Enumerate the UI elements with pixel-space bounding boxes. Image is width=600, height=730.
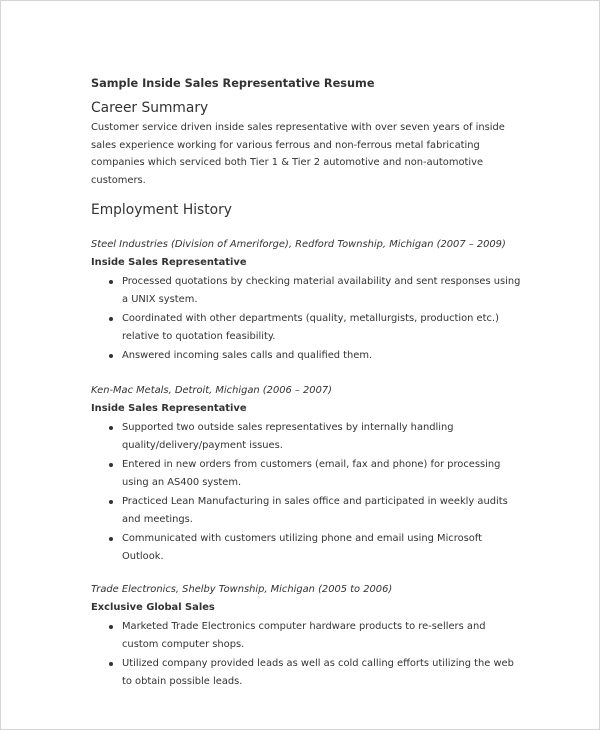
- job-bullet-list: [91, 419, 521, 566]
- job-title: Inside Sales Representative: [91, 402, 247, 414]
- job-bullet: [91, 618, 521, 654]
- bullet-icon: [109, 354, 113, 358]
- bullet-icon: [109, 280, 113, 284]
- job-bullet-text: Utilized company provided leads as well as cold calling efforts utilizing the web to obtain possible leads.: [122, 657, 514, 687]
- job-bullet-text: Communicated with customers utilizing phone and email using Microsoft Outlook.: [122, 532, 482, 562]
- job-bullet-list: [91, 273, 521, 365]
- job-bullet: [91, 273, 521, 309]
- job-entry: [91, 583, 521, 691]
- job-company: Ken-Mac Metals, Detroit, Michigan (2006 – 2007): [91, 384, 332, 396]
- job-title: Inside Sales Representative: [91, 256, 247, 268]
- job-bullet-text: Supported two outside sales representatives by internally handling quality/delivery/payment issues.: [122, 421, 454, 451]
- bullet-icon: [109, 662, 113, 666]
- bullet-icon: [109, 500, 113, 504]
- job-bullet: [91, 655, 521, 691]
- job-entry: [91, 384, 521, 566]
- employment-history-heading: Employment History: [91, 201, 232, 218]
- job-company: Steel Industries (Division of Ameriforge), Redford Township, Michigan (2007 – 2009): [91, 238, 506, 250]
- job-title: Exclusive Global Sales: [91, 601, 215, 613]
- resume-content: [91, 77, 521, 692]
- bullet-icon: [109, 317, 113, 321]
- job-bullet-text: Marketed Trade Electronics computer hardware products to re-sellers and custom computer shops.: [122, 620, 486, 650]
- job-entry: [91, 238, 521, 365]
- job-bullet: [91, 310, 521, 346]
- bullet-icon: [109, 463, 113, 467]
- career-summary-heading: Career Summary: [91, 100, 209, 116]
- job-bullet-text: Processed quotations by checking material availability and sent responses using a UNIX system.: [122, 275, 521, 305]
- bullet-icon: [109, 426, 113, 430]
- job-bullet-list: [91, 618, 521, 691]
- job-bullet: [91, 456, 521, 492]
- job-bullet: [91, 530, 521, 566]
- bullet-icon: [109, 537, 113, 541]
- document-title: Sample Inside Sales Representative Resume: [91, 77, 375, 90]
- career-summary-text: Customer service driven inside sales representative with over seven years of inside sales experience working for various ferrous and non-ferrous metal fabricating companies which serviced both Tier 1 & Tier 2 automotive and non-automotive customers.: [91, 122, 505, 187]
- job-company: Trade Electronics, Shelby Township, Michigan (2005 to 2006): [91, 583, 393, 595]
- job-bullet-text: Coordinated with other departments (quality, metallurgists, production etc.) relative to quotation feasibility.: [122, 312, 499, 342]
- job-bullet: [91, 493, 521, 529]
- job-bullet-text: Entered in new orders from customers (email, fax and phone) for processing using an AS400 system.: [122, 458, 501, 488]
- job-bullet-text: Answered incoming sales calls and qualified them.: [122, 349, 373, 361]
- job-bullet: [91, 347, 521, 365]
- job-bullet: [91, 419, 521, 455]
- bullet-icon: [109, 625, 113, 629]
- job-bullet-text: Practiced Lean Manufacturing in sales office and participated in weekly audits and meetings.: [122, 495, 508, 525]
